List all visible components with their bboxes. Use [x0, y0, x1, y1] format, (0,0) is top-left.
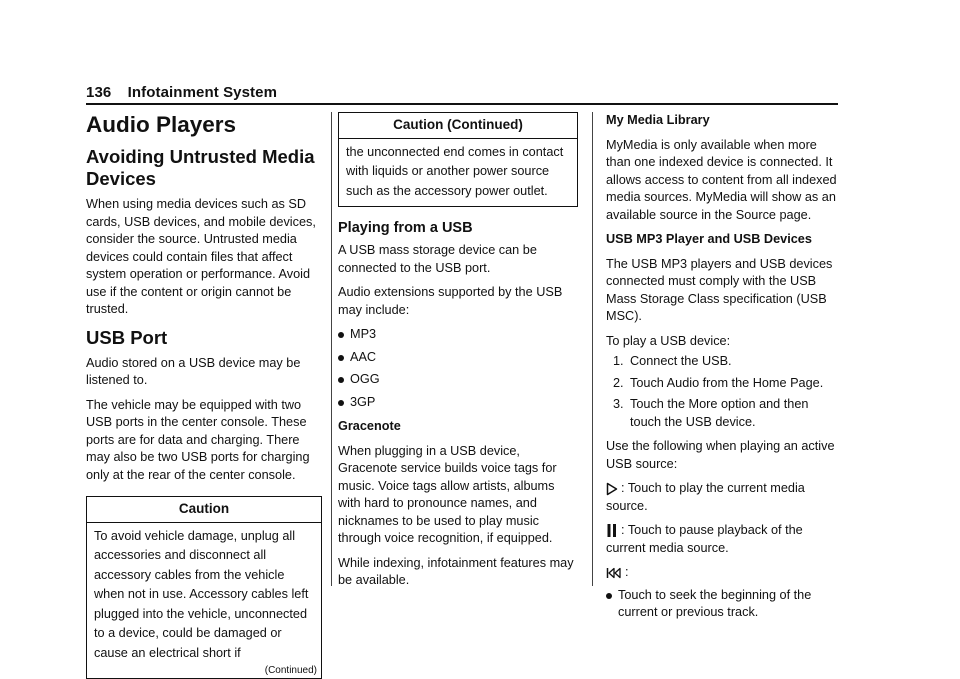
- heading-playing-usb: Playing from a USB: [338, 220, 473, 236]
- subheading-mymedia: My Media Library: [606, 113, 710, 127]
- caution-box-continued: [338, 112, 578, 207]
- paragraph-mymedia: MyMedia is only available when more than one indexed device is connected. It allows access to content from all indexed media sources. MyMedia will show as an available source in the Source page.: [606, 137, 837, 222]
- list-item-step: [606, 375, 840, 393]
- step-text: Touch Audio from the Home Page.: [630, 375, 824, 390]
- column-1: [86, 112, 322, 679]
- step-text: Connect the USB.: [630, 354, 732, 368]
- pause-icon: [606, 523, 618, 538]
- list-item-seek: Touch to seek the beginning of the current or previous track.: [606, 587, 840, 622]
- list-item-extension: 3GP: [338, 394, 578, 412]
- page-number: 136: [86, 84, 112, 101]
- play-description: : Touch to play the current media source.: [606, 481, 805, 513]
- caution-title: Caution: [87, 497, 321, 523]
- step-number: 2.: [613, 375, 624, 390]
- heading-untrusted-devices: Avoiding Untrusted Media Devices: [86, 146, 315, 189]
- list-item-extension: MP3: [338, 326, 578, 344]
- paragraph-mass-storage: A USB mass storage device can be connected to the USB port.: [338, 243, 537, 275]
- seek-back-icon: [606, 567, 622, 579]
- control-play: [606, 480, 840, 515]
- list-item-step: [606, 396, 840, 431]
- caution-continued-title: Caution (Continued): [339, 113, 577, 139]
- subheading-gracenote: Gracenote: [338, 419, 401, 433]
- control-pause: [606, 522, 840, 557]
- page-title: Audio Players: [86, 112, 237, 137]
- caution-box: [86, 496, 322, 679]
- play-icon: [606, 482, 618, 496]
- control-seek: [606, 564, 840, 582]
- subheading-usb-mp3: USB MP3 Player and USB Devices: [606, 232, 812, 246]
- paragraph-gracenote: When plugging in a USB device, Gracenote service builds voice tags for music. Voice tags allow artists, albums with hard to pronounce names, and nicknames to be used to play music through voice recognition, if equipped.: [338, 443, 557, 545]
- pause-description: : Touch to pause playback of the current media source.: [606, 523, 803, 555]
- paragraph-usb-mp3: The USB MP3 players and USB devices connected must comply with the USB Mass Storage Class specification (USB MSC).: [606, 256, 833, 323]
- list-item-extension: AAC: [338, 349, 578, 367]
- step-number: 1.: [613, 354, 624, 368]
- list-item-extension: OGG: [338, 371, 578, 389]
- column-divider-1: [331, 112, 332, 586]
- paragraph-usb-ports: The vehicle may be equipped with two USB ports in the center console. These ports are for data and charging. There may also be two USB ports for charging only at the rear of the center console.: [86, 397, 310, 482]
- caution-continued-text: the unconnected end comes in contact with liquids or another power source such as the accessory power outlet.: [346, 144, 564, 198]
- seek-colon: :: [625, 565, 629, 579]
- paragraph-extensions: Audio extensions supported by the USB may include:: [338, 285, 563, 317]
- page-header: [86, 84, 277, 101]
- list-item-step: [606, 353, 840, 371]
- paragraph-to-play: To play a USB device:: [606, 333, 731, 348]
- column-2: [338, 112, 578, 597]
- column-divider-2: [592, 112, 593, 586]
- step-text: Touch the More option and then touch the USB device.: [630, 397, 809, 429]
- heading-usb-port: USB Port: [86, 326, 168, 348]
- section-title: Infotainment System: [127, 84, 278, 101]
- paragraph-active-source: Use the following when playing an active USB source:: [606, 439, 835, 471]
- header-rule: [86, 103, 838, 105]
- paragraph-indexing: While indexing, infotainment features may be available.: [338, 555, 574, 587]
- caution-text: To avoid vehicle damage, unplug all accessories and disconnect all accessory cables from the vehicle when not in use. Accessory cables left plugged into the vehicle, unconnected to a device, could be damaged or cause an electrical short if: [94, 528, 309, 660]
- paragraph-untrusted: When using media devices such as SD cards, USB devices, and mobile devices, consider the source. Untrusted media devices could contain files that affect system operation or performance. Avoid use if the content or origin cannot be trusted.: [86, 197, 316, 316]
- caution-continued: (Continued): [264, 665, 317, 676]
- column-3: [606, 112, 840, 627]
- paragraph-usb-listen: Audio stored on a USB device may be listened to.: [86, 355, 301, 387]
- step-number: 3.: [613, 397, 624, 411]
